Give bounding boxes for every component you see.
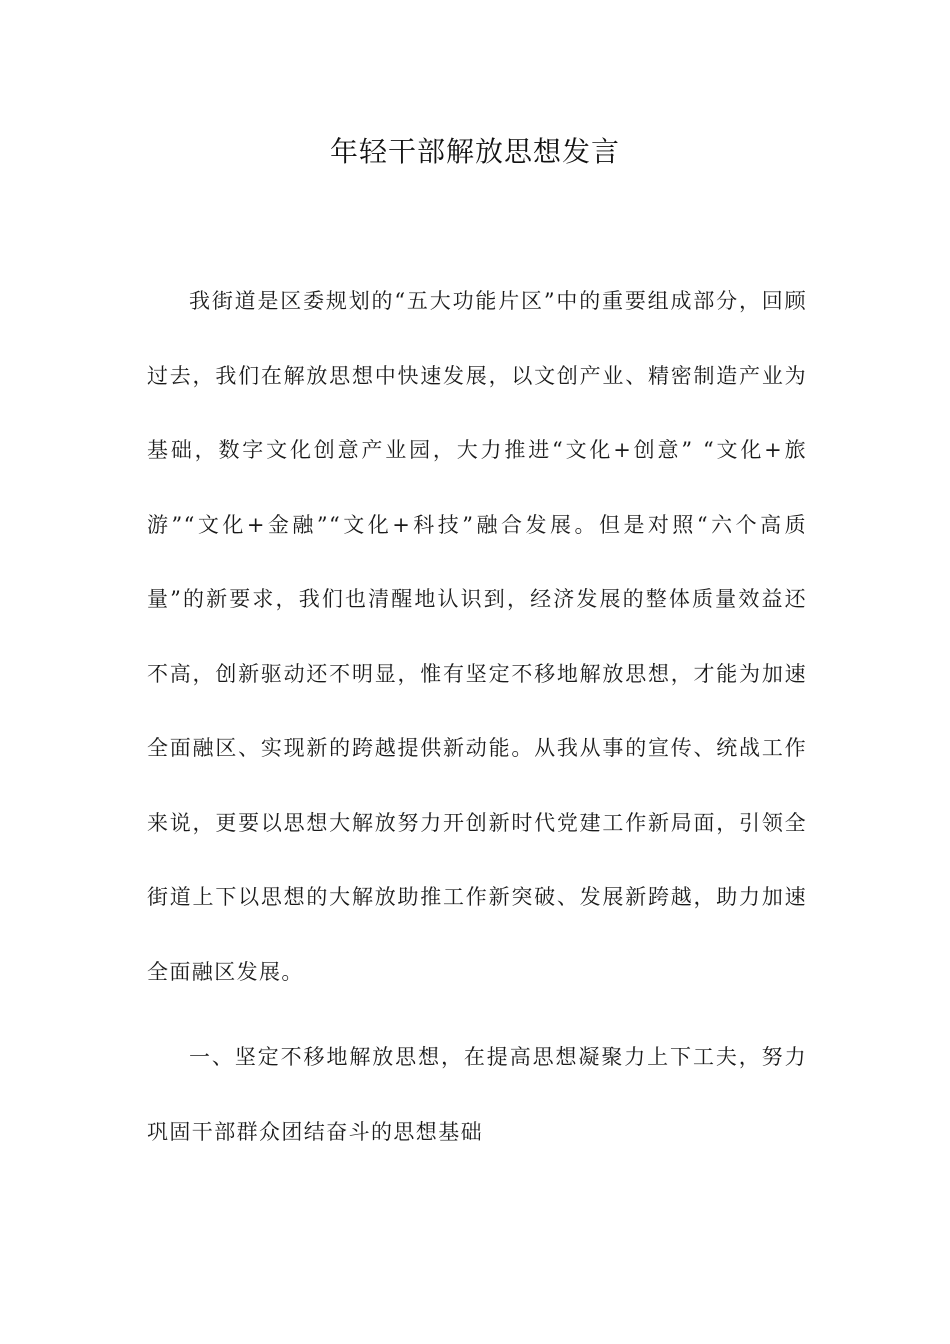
section-heading-paragraph: 一、坚定不移地解放思想，在提高思想凝聚力上下工夫，努力巩固干部群众团结奋斗的思想基础 xyxy=(147,1045,807,1144)
document-title: 年轻干部解放思想发言 xyxy=(329,135,620,168)
intro-paragraph: 我街道是区委规划的“五大功能片区”中的重要组成部分，回顾过去，我们在解放思想中快速发展，以文创产业、精密制造产业为基础，数字文化创意产业园，大力推进“文化+创意” “文化+旅游”“文化+金融”“文化+科技”融合发展。但是对照“六个高质量”的新要求，我们也清醒地认识到，经济发展的整体质量效益还不高，创新驱动还不明显，惟有坚定不移地解放思想，才能为加速全面融区、实现新的跨越提供新动能。从我从事的宣传、统战工作来说，更要以思想大解放努力开创新时代党建工作新局面，引领全街道上下以思想的大解放助推工作新突破、发展新跨越，助力加速全面融区发展。 xyxy=(147,289,807,984)
